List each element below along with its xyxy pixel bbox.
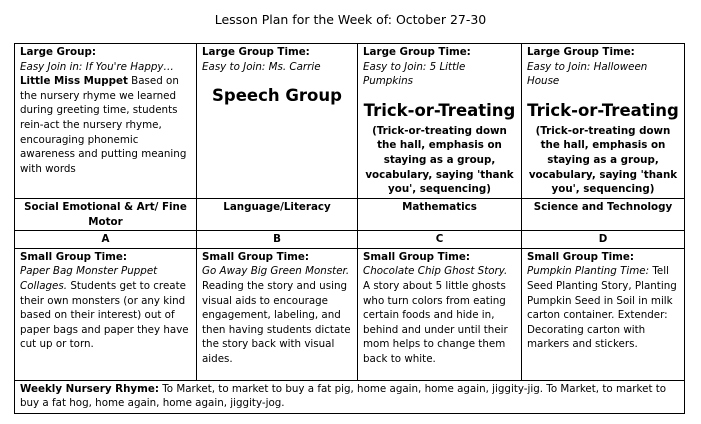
activity-title: Little Miss Muppet [20,75,128,88]
small-group-label: Small Group Time: [202,250,310,263]
activity-title: Trick-or-Treating [527,100,679,120]
large-group-label: Large Group Time: [202,46,310,58]
subject-cell: Mathematics [358,199,522,231]
activity-text: Based on the nursery rhyme we learned during greeting time, students rein-act the nursery rhyme, encouraging phonemic awareness and putting meaning with words [20,75,187,175]
activity-description [202,264,352,366]
nursery-row [15,380,685,413]
activity-description [20,264,191,352]
activity-title: Go Away Big Green Monster. [202,265,350,278]
activity-text: Tell Seed Planting Story, Planting Pumpkin Seed in Soil in milk carton container. Extender: Decorating carton with markers and stickers. [527,265,677,351]
subject-row [15,199,685,231]
subject-cell: Social Emotional & Art/ Fine Motor [15,199,197,231]
letter-cell: B [197,231,358,249]
easy-join-text: Easy to Join: Ms. Carrie [202,60,321,73]
activity-description [527,264,679,352]
activity-title: Chocolate Chip Ghost Story. [363,265,508,278]
small-group-label: Small Group Time: [527,250,635,263]
letter-cell: C [358,231,522,249]
activity-description: (Trick-or-treating down the hall, emphasis on staying as a group, vocabulary, saying 'thank you', sequencing) [365,124,514,196]
large-group-label: Large Group Time: [527,46,635,58]
activity-description [20,74,191,176]
easy-join-text: Easy to Join: 5 Little Pumpkins [363,60,466,88]
large-group-cell-a [15,44,197,199]
small-group-row [15,248,685,380]
small-group-cell-b [197,248,358,380]
activity-title: Speech Group [212,86,342,106]
large-group-cell-d [522,44,685,199]
letter-cell: A [15,231,197,249]
activity-title: Pumpkin Planting Time: [527,265,650,278]
page-title: Lesson Plan for the Week of: October 27-30 [214,12,487,27]
activity-description [363,264,516,366]
subject-cell: Science and Technology [522,199,685,231]
activity-title: Trick-or-Treating [363,100,516,120]
large-group-label: Large Group: [20,46,96,58]
small-group-label: Small Group Time: [363,250,471,263]
nursery-rhyme-label: Weekly Nursery Rhyme: [20,382,159,395]
easy-join-text: Easy Join in: If You're Happy… [20,60,174,73]
activity-text: A story about 5 little ghosts who turn colors from eating certain foods and hide in, behind and under until their mom helps to change them back to white. [363,279,508,365]
large-group-row [15,44,685,199]
nursery-rhyme-cell [15,380,685,413]
easy-join-text: Easy to Join: Halloween House [527,60,648,88]
small-group-cell-c [358,248,522,380]
large-group-label: Large Group Time: [363,46,471,58]
letter-cell: D [522,231,685,249]
large-group-cell-c [358,44,522,199]
activity-title: Paper Bag Monster Puppet Collages. [20,265,158,292]
small-group-cell-a [15,248,197,380]
small-group-label: Small Group Time: [20,250,128,263]
activity-description: (Trick-or-treating down the hall, emphasis on staying as a group, vocabulary, saying 'thank you', sequencing) [528,124,678,196]
nursery-rhyme-text: To Market, to market to buy a fat pig, home again, home again, jiggity-jig. To Market, to market to buy a fat hog, home again, home again, jiggity-jog. [20,382,667,410]
letter-row [15,231,685,249]
large-group-cell-b [197,44,358,199]
lesson-plan-table [14,43,685,414]
activity-text: Students get to create their own monsters (or any kind based on their interest) out of paper bags and paper they have cut up or torn. [20,279,189,351]
subject-cell: Language/Literacy [197,199,358,231]
activity-text: Reading the story and using visual aids to encourage engagement, labeling, and then having students dictate the story back with visual aides. [202,279,351,365]
small-group-cell-d [522,248,685,380]
